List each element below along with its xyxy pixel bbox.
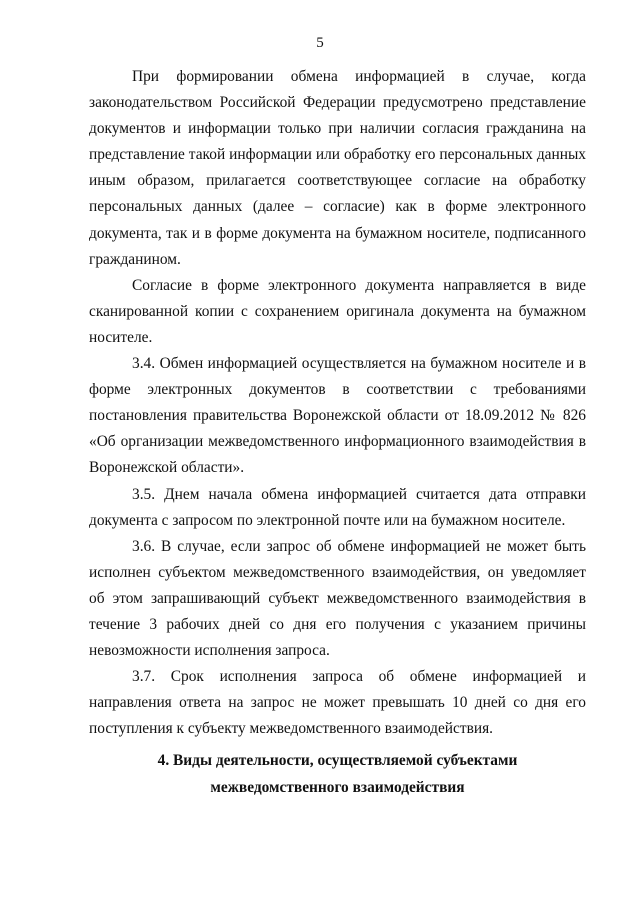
page-number: 5 [316,35,324,51]
paragraph-3-5: 3.5. Днем начала обмена информацией считается дата отправки документа с запросом по электронной почте или на бумажном носителе. [89,485,586,529]
section-heading-line-2: межведомственного взаимодействия [210,779,465,797]
paragraph-electronic-consent: Согласие в форме электронного документа направляется в виде сканированной копии с сохранением оригинала документа на бумажном носителе. [89,276,586,346]
paragraph-3-4: 3.4. Обмен информацией осуществляется на бумажном носителе и в форме электронных документов в соответствии с требованиями постановления правительства Воронежской области от 18.09.2012 № 826 «Об организации межведомственного информационного взаимодействия в Воронежской области». [89,355,586,477]
paragraph-3-7: 3.7. Срок исполнения запроса об обмене информацией и направления ответа на запрос не может превышать 10 дней со дня его поступления к субъекту межведомственного взаимодействия. [89,668,586,738]
paragraph-consent-processing: При формировании обмена информацией в случае, когда законодательством Российской Федерации предусмотрено представление документов и информации только при наличии согласия гражданина на представление такой информации или обработку его персональных данных иным образом, прилагается соответствующее согласие на обработку персональных данных (далее – согласие) как в форме электронного документа, так и в форме документа на бумажном носителе, подписанного гражданином. [89,68,586,268]
section-heading [89,747,586,801]
section-heading-line-1: 4. Виды деятельности, осуществляемой субъектами [157,752,518,770]
document-body [89,64,586,801]
paragraph-3-6: 3.6. В случае, если запрос об обмене информацией не может быть исполнен субъектом межведомственного взаимодействия, он уведомляет об этом запрашивающий субъект межведомственного взаимодействия в течение 3 рабочих дней со дня его получения с указанием причины невозможности исполнения запроса. [89,537,586,660]
